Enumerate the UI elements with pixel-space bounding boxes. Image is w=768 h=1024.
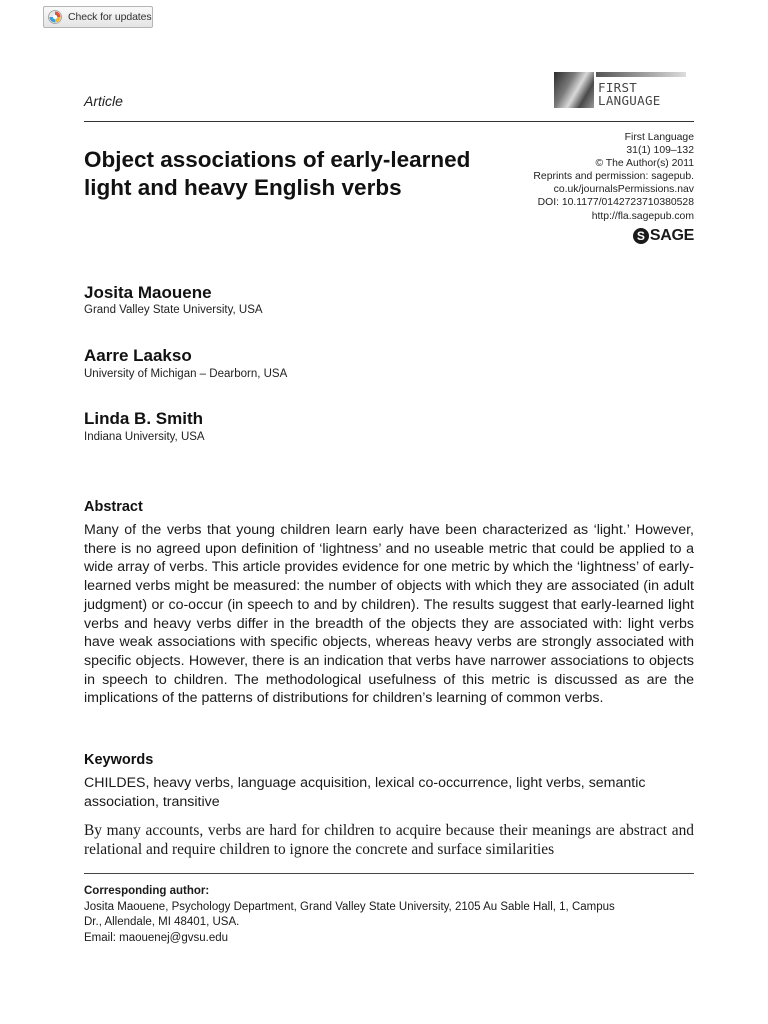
- volume-issue-pages: 31(1) 109–132: [626, 145, 694, 157]
- article-type-label: Article: [84, 93, 123, 109]
- author-affiliation: Indiana University, USA: [84, 431, 205, 443]
- body-paragraph: By many accounts, verbs are hard for children to acquire because their meanings are abstract and relational and require children to ignore the concrete and surface similarities: [84, 822, 694, 858]
- corresponding-author-email[interactable]: Email: maouenej@gvsu.edu: [84, 931, 229, 944]
- journal-logo-bar: [596, 72, 686, 77]
- check-for-updates-button[interactable]: [43, 6, 153, 28]
- corresponding-author-heading: Corresponding author:: [84, 885, 210, 897]
- sage-logo[interactable]: [633, 227, 694, 245]
- reprints-line1: Reprints and permission: sagepub.: [533, 171, 694, 183]
- journal-name: First Language: [624, 132, 694, 143]
- author-name: Linda B. Smith: [84, 409, 203, 428]
- footer-divider: [84, 873, 694, 874]
- journal-logo: [554, 72, 694, 110]
- journal-logo-line1: FIRST: [598, 80, 638, 95]
- corresponding-author-address-line2: Dr., Allendale, MI 48401, USA.: [84, 916, 240, 929]
- corresponding-author-address-line1: Josita Maouene, Psychology Department, Grand Valley State University, 2105 Au Sable Hall, 1, Campus: [84, 900, 615, 913]
- sage-s-icon: S: [633, 228, 649, 244]
- article-title: Object associations of early-learned light and heavy English verbs: [84, 147, 471, 200]
- check-for-updates-label: Check for updates: [68, 11, 152, 23]
- journal-logo-line2: LANGUAGE: [598, 93, 661, 108]
- copyright: © The Author(s) 2011: [595, 158, 694, 170]
- corresponding-author-note: [84, 884, 694, 946]
- journal-logo-graphic: [554, 72, 594, 108]
- abstract-heading: Abstract: [84, 499, 143, 515]
- author-name: Aarre Laakso: [84, 346, 192, 365]
- keywords-heading: Keywords: [84, 752, 154, 768]
- author-affiliation: University of Michigan – Dearborn, USA: [84, 368, 288, 380]
- keywords-text: CHILDES, heavy verbs, language acquisition, lexical co-occurrence, light verbs, semantic association, transitive: [84, 775, 646, 810]
- abstract-text: Many of the verbs that young children learn early have been characterized as ‘light.’ However, there is no agreed upon definition of ‘lightness’ and no useable metric that could be applied to a wide array of verbs. This article provides evidence for one metric by which the ‘lightness’ of early-learned verbs might be measured: the number of objects with which they are associated (in adult judgment) or co-occur (in speech to and by children). The results suggest that early-learned light verbs and heavy verbs differ in the breadth of the objects they are associated with: light verbs have weak associations with specific objects, whereas heavy verbs are strongly associated with specific objects. However, there is an indication that verbs have narrower associations to objects in speech to children. The methodological usefulness of this metric is discussed as are the implications of the patterns of distributions for children’s learning of common verbs.: [84, 522, 694, 707]
- author-name: Josita Maouene: [84, 283, 212, 302]
- sage-logo-text: SAGE: [649, 227, 694, 244]
- doi[interactable]: DOI: 10.1177/0142723710380528: [537, 197, 694, 209]
- journal-url[interactable]: http://fla.sagepub.com: [591, 210, 694, 222]
- check-updates-icon: [48, 10, 62, 24]
- journal-metadata: [454, 131, 694, 223]
- author-affiliation: Grand Valley State University, USA: [84, 304, 263, 316]
- header-divider: [84, 121, 694, 122]
- reprints-line2[interactable]: co.uk/journalsPermissions.nav: [553, 184, 694, 196]
